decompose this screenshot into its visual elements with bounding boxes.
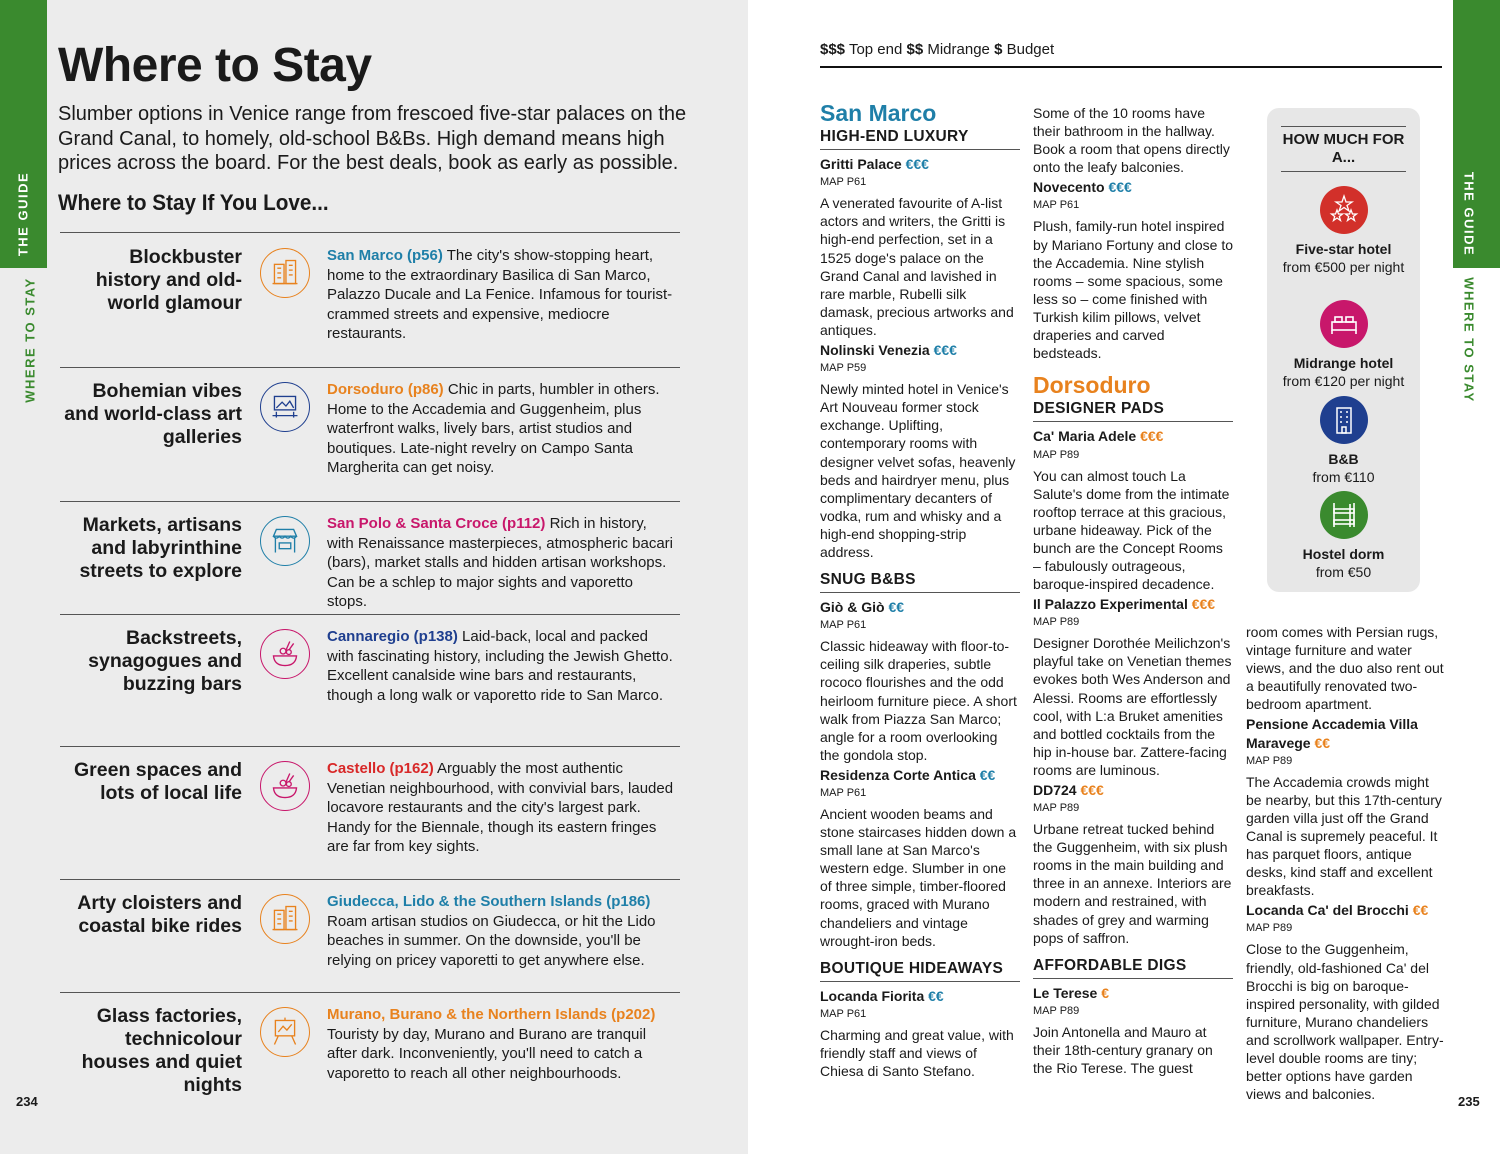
column-1	[820, 100, 1020, 1080]
hotel-description: Newly minted hotel in Venice's Art Nouveau former stock exchange. Uplifting, contemporary rooms with designer velvet sofas, heavenly beds and hairdryer menu, plus complimentary decanters of vodka, rum and whisky and a high-end shopping-strip address.	[820, 381, 1016, 560]
price-legend: $$$ Top end $$ Midrange $ Budget	[820, 41, 1055, 58]
hotel-description: Join Antonella and Mauro at their 18th-century granary on the Rio Terese. The guest	[1033, 1023, 1213, 1077]
hotel-description: Designer Dorothée Meilichzon's playful take on Venetian themes evokes both Wes Anderson and Alessi. Rooms are effortlessly cool, with L:a Bruket amenities and bottled cocktails from the hip in-house bar. Zattere-facing rooms are luminous.	[1033, 635, 1232, 778]
map-ref: MAP P61	[820, 787, 867, 799]
page-title: Where to Stay	[58, 39, 372, 92]
page-number-left: 234	[16, 1094, 38, 1109]
hotel-description: Plush, family-run hotel inspired by Mariano Fortuny and close to the Accademia. Nine stylish rooms – some spacious, some less so – come finished with Turkish kilim pillows, velvet draperies and carved bedsteads.	[1033, 218, 1233, 362]
category-heading: AFFORDABLE DIGS	[1033, 957, 1233, 979]
map-ref: MAP P61	[820, 176, 867, 189]
neighbourhood-row	[60, 242, 680, 366]
area-link[interactable]: Giudecca, Lido & the Southern Islands (p186)	[327, 893, 651, 910]
bed-icon	[1320, 300, 1368, 348]
price-guide-heading: HOW MUCH FOR A...	[1281, 126, 1406, 172]
hotel-description: Charming and great value, with friendly staff and views of Chiesa di Santo Stefano.	[820, 1026, 1014, 1080]
hotel-name: Residenza Corte Antica €€	[820, 766, 996, 783]
market-stall-icon	[260, 516, 310, 566]
hotel-name: Il Palazzo Experimental €€€	[1033, 596, 1216, 613]
building-icon	[1320, 396, 1368, 444]
hotel-description: Ancient wooden beams and stone staircases hidden down a small lane at San Marco's western edge. Slumber in one of three simple, timber-floored rooms, graced with Murano chandeliers and vintage wrought-iron beds.	[820, 806, 1017, 949]
area-link[interactable]: Murano, Burano & the Northern Islands (p202)	[327, 1006, 656, 1023]
area-heading-dorsoduro: Dorsoduro	[1033, 372, 1151, 399]
buildings-icon	[260, 894, 310, 944]
area-link[interactable]: San Marco (p56)	[327, 247, 443, 264]
hotel-description: Close to the Guggenheim, friendly, old-fashioned Ca' del Brocchi is big on baroque-inspired personality, with gilded furniture, Murano chandeliers and scrollwork wallpaper. Entry-level double rooms are tiny; better options have garden views and balconies.	[1246, 941, 1444, 1103]
neighbourhood-row	[60, 888, 680, 990]
map-ref: MAP P89	[1033, 616, 1080, 629]
row-interest-label: Green spaces and lots of local life	[74, 759, 242, 804]
neighbourhood-row	[60, 623, 680, 745]
row-interest-label: Markets, artisans and labyrinthine streets to explore	[79, 514, 242, 582]
neighbourhood-row	[60, 1001, 680, 1111]
page-number-right: 235	[1458, 1094, 1480, 1109]
hotel-name: Novecento €€€	[1033, 179, 1132, 196]
area-text: Laid-back, local and packed with fascinating history, including the Jewish Ghetto. Excellent canalside wine bars and restaurants, though a long walk or vaporetto ride to San Marco.	[327, 628, 673, 704]
column-3	[1246, 623, 1446, 1103]
hotel-name: Gritti Palace €€€	[820, 156, 929, 173]
hotel-description: The Accademia crowds might be nearby, but this 17th-century garden villa just off the Grand Canal is supremely peaceful. It has parquet floors, antique desks, kind staff and excellent breakfasts.	[1246, 773, 1442, 899]
row-interest-label: Arty cloisters and coastal bike rides	[77, 892, 242, 937]
bunk-bed-icon	[1320, 491, 1368, 539]
category-heading: DESIGNER PADS	[1033, 400, 1233, 422]
map-ref: MAP P89	[1246, 922, 1293, 935]
area-text: Arguably the most authentic Venetian neighbourhood, with convivial bars, lauded locavore restaurants and the city's largest park. Handy for the Biennale, though its eastern fringes are far from key sights.	[327, 760, 674, 856]
row-description	[327, 246, 677, 344]
map-ref: MAP P89	[1033, 802, 1080, 815]
area-text: The city's show-stopping heart, home to the extraordinary Basilica di San Marco, Palazzo Ducale and La Fenice. Infamous for tourist-crammed streets and expensive, mediocre restaurants.	[327, 247, 673, 343]
divider	[60, 879, 680, 880]
row-interest-label: Bohemian vibes and world-class art galleries	[64, 380, 242, 448]
hotel-description: A venerated favourite of A-list actors and writers, the Gritti is high-end perfection, set in a 1525 doge's palace on the Grand Canal and lavished in rare marble, Rubelli silk damask, precious artworks and antiques.	[820, 195, 1014, 338]
price-guide-item: Midrange hotel from €120 per night	[1267, 300, 1420, 390]
area-heading-san-marco: San Marco	[820, 100, 937, 126]
map-ref: MAP P59	[820, 362, 867, 375]
divider	[60, 992, 680, 993]
row-description	[327, 892, 677, 970]
area-link[interactable]: Cannaregio (p138)	[327, 628, 458, 645]
price-guide-item: Five-star hotel from €500 per night	[1267, 186, 1420, 276]
row-description	[327, 380, 677, 478]
neighbourhood-row	[60, 755, 680, 877]
hotel-name: Locanda Ca' del Brocchi €€	[1246, 902, 1429, 919]
map-ref: MAP P89	[1033, 1004, 1080, 1017]
category-heading: SNUG B&BS	[820, 571, 1020, 593]
area-link[interactable]: San Polo & Santa Croce (p112)	[327, 515, 546, 532]
row-description	[327, 514, 677, 612]
row-description	[327, 627, 677, 705]
neighbourhood-row	[60, 510, 680, 612]
map-ref: MAP P61	[820, 1007, 867, 1020]
area-text: Rich in history, with Renaissance masterpieces, atmospheric bacari (bars), market stalls and hidden artisan workshops. Can be a schlep to major sights and vaporetto stops.	[327, 515, 673, 611]
column-2	[1033, 104, 1233, 1077]
area-link[interactable]: Castello (p162)	[327, 760, 434, 777]
row-interest-label: Blockbuster history and old-world glamour	[95, 246, 242, 314]
hotel-name: DD724 €€€	[1033, 782, 1104, 798]
food-bowl-icon	[260, 761, 310, 811]
row-description	[327, 759, 677, 857]
side-tab-label-guide-right: THE GUIDE	[1461, 171, 1477, 257]
stars-icon	[1320, 186, 1368, 234]
map-ref: MAP P89	[1246, 754, 1293, 767]
divider	[60, 501, 680, 502]
area-link[interactable]: Dorsoduro (p86)	[327, 381, 444, 398]
row-description	[327, 1005, 677, 1083]
price-guide-item: Hostel dorm from €50	[1267, 491, 1420, 581]
gallery-icon	[260, 382, 310, 432]
row-interest-label: Backstreets, synagogues and buzzing bars	[88, 627, 242, 695]
hotel-description: Classic hideaway with floor-to-ceiling silk draperies, subtle rococo flourishes and the odd heirloom furniture piece. A short walk from Piazza San Marco; angle for a room overlooking the gondola stop.	[820, 638, 1017, 763]
hotel-description: You can almost touch La Salute's dome from the intimate rooftop terrace at this gracious, urbane hideaway. Pick of the bunch are the Concept Rooms – fabulously outrageous, baroque-inspired decadence.	[1033, 467, 1230, 593]
divider	[60, 367, 680, 368]
hotel-description: Urbane retreat tucked behind the Guggenheim, with six plush rooms in the main building and three in an annexe. Interiors are modern and restrained, with shades of grey and warming pops of saffron.	[1033, 821, 1232, 946]
hotel-name: Nolinski Venezia €€€	[820, 342, 957, 359]
intro-paragraph: Slumber options in Venice range from frescoed five-star palaces on the Grand Canal, to homely, old-school B&Bs. High demand means high prices across the board. For the best deals, book as early as possible.	[58, 103, 687, 174]
divider	[60, 614, 680, 615]
easel-icon	[260, 1007, 310, 1057]
hotel-name: Giò & Giò €€	[820, 599, 905, 616]
category-heading: BOUTIQUE HIDEAWAYS	[820, 960, 1020, 982]
row-interest-label: Glass factories, technicolour houses and quiet nights	[81, 1005, 242, 1096]
category-heading: HIGH-END LUXURY	[820, 128, 1020, 150]
divider	[60, 746, 680, 747]
price-guide-item: B&B from €110	[1267, 396, 1420, 486]
hotel-name: Pensione Accademia Villa Maravege €€	[1246, 716, 1418, 751]
area-text: Touristy by day, Murano and Burano are tranquil after dark. Inconveniently, you'll need to catch a vaporetto to reach all other neighbourhoods.	[327, 1025, 647, 1082]
area-text: Chic in parts, humbler in others. Home to the Accademia and Guggenheim, plus waterfront walks, lively bars, artist studios and boutiques. Late-night revelry on Campo Santa Margherita can get noisy.	[327, 381, 660, 477]
divider	[60, 232, 680, 233]
map-ref: MAP P89	[1033, 448, 1080, 461]
map-ref: MAP P61	[820, 619, 867, 632]
side-tab-label-section: WHERE TO STAY	[22, 277, 38, 403]
section-subtitle: Where to Stay If You Love...	[58, 190, 329, 215]
side-tab-label-section-right: WHERE TO STAY	[1461, 277, 1477, 403]
side-tab-label-guide: THE GUIDE	[15, 171, 31, 257]
hotel-name: Le Terese €	[1033, 984, 1110, 1001]
neighbourhood-row	[60, 376, 680, 500]
food-bowl-icon	[260, 629, 310, 679]
buildings-icon	[260, 248, 310, 298]
price-guide-box	[1267, 108, 1420, 592]
area-text: Roam artisan studios on Giudecca, or hit the Lido beaches in summer. On the downside, you'll be relying on pricey vaporetti to get anywhere else.	[327, 912, 656, 969]
side-tab-right	[1453, 0, 1500, 268]
hotel-description-cont: Some of the 10 rooms have their bathroom in the hallway. Book a room that opens directly onto the leafy balconies.	[1033, 105, 1230, 176]
hotel-description-cont: room comes with Persian rugs, vintage furniture and water views, and the duo also rent out a beautifully renovated two-bedroom apartment.	[1246, 624, 1444, 713]
divider	[820, 66, 1442, 68]
hotel-name: Ca' Maria Adele €€€	[1033, 428, 1164, 445]
hotel-name: Locanda Fiorita €€	[820, 987, 944, 1004]
map-ref: MAP P61	[1033, 199, 1080, 212]
